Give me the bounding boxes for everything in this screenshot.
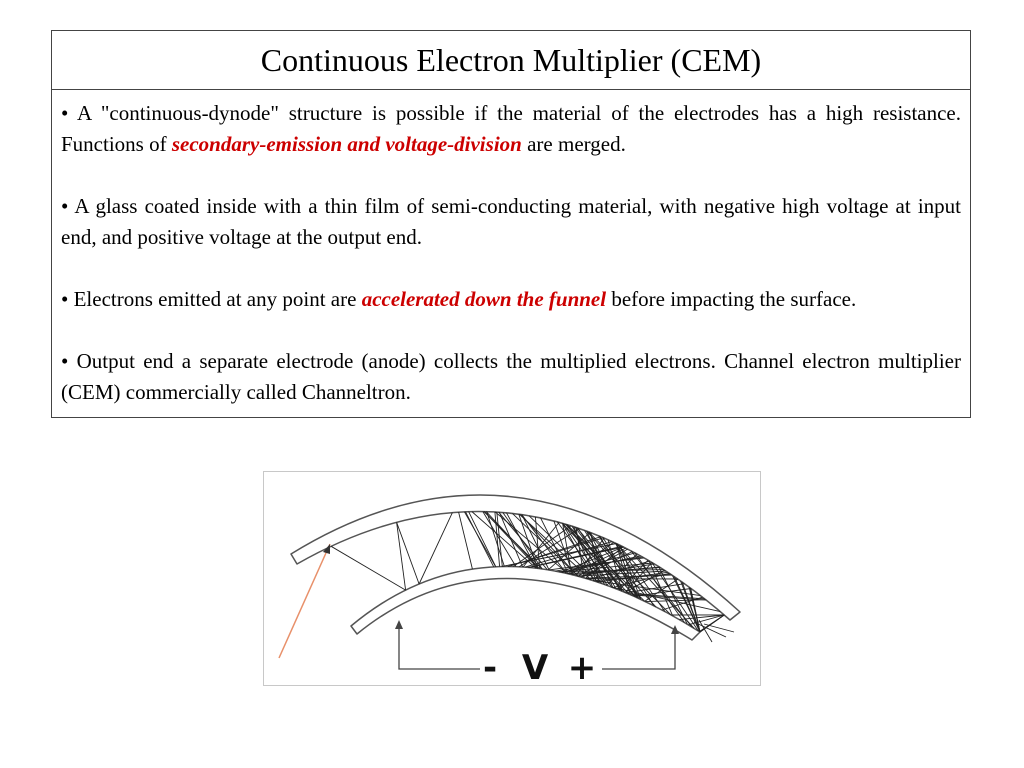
emphasis-text: accelerated down the funnel: [361, 287, 607, 311]
bullet-text: are merged.: [521, 132, 626, 156]
bullet-marker: •: [61, 287, 69, 311]
electron-trajectory-segment: [397, 522, 406, 590]
emphasis-text: secondary-emission and voltage-division: [171, 132, 522, 156]
slide-title: Continuous Electron Multiplier (CEM): [260, 42, 762, 78]
minus-sign-label: -: [482, 648, 498, 685]
bullet-list: [52, 90, 970, 417]
incident-electron-ray: [279, 544, 330, 658]
bullet-marker: •: [61, 349, 69, 373]
bullet-text: before impacting the surface.: [606, 287, 857, 311]
plus-sign-label: +: [567, 648, 597, 685]
slide-title-row: [52, 31, 970, 90]
slide-content-box: [51, 30, 971, 418]
bullet-text: Output end a separate electrode (anode) collects the multiplied electrons. Channel electron multiplier (CEM) commercially called Channeltron.: [61, 349, 961, 404]
bullet-marker: •: [61, 101, 69, 125]
electron-trajectory-segment: [529, 547, 623, 568]
electron-trajectory-segment: [486, 512, 539, 569]
cem-diagram: [263, 471, 761, 686]
negative-lead-wire: [399, 625, 480, 669]
bullet-text: Electrons emitted at any point are: [73, 287, 362, 311]
bullet-item-4: [61, 346, 961, 408]
electron-trajectory-segment: [397, 522, 420, 584]
electron-trajectory-segment: [704, 624, 734, 632]
bullet-text: A "continuous-dynode" structure is possible if the material of the electrodes has a high resistance. Functions of: [61, 101, 962, 156]
bullet-text: A glass coated inside with a thin film of semi-conducting material, with negative high voltage at input end, and positive voltage at the output end.: [61, 194, 961, 249]
voltage-v-label: V: [521, 648, 549, 685]
bullet-marker: •: [61, 194, 69, 218]
electron-trajectory-segment: [499, 512, 548, 570]
bullet-item-1: [61, 98, 961, 160]
electron-trajectory-segment: [331, 546, 406, 590]
positive-lead-wire: [602, 630, 675, 669]
cem-diagram-svg: [264, 472, 760, 685]
bullet-item-3: [61, 284, 961, 315]
negative-lead-arrowhead: [395, 620, 403, 629]
electron-trajectory-segment: [419, 513, 452, 584]
bullet-item-2: [61, 191, 961, 253]
